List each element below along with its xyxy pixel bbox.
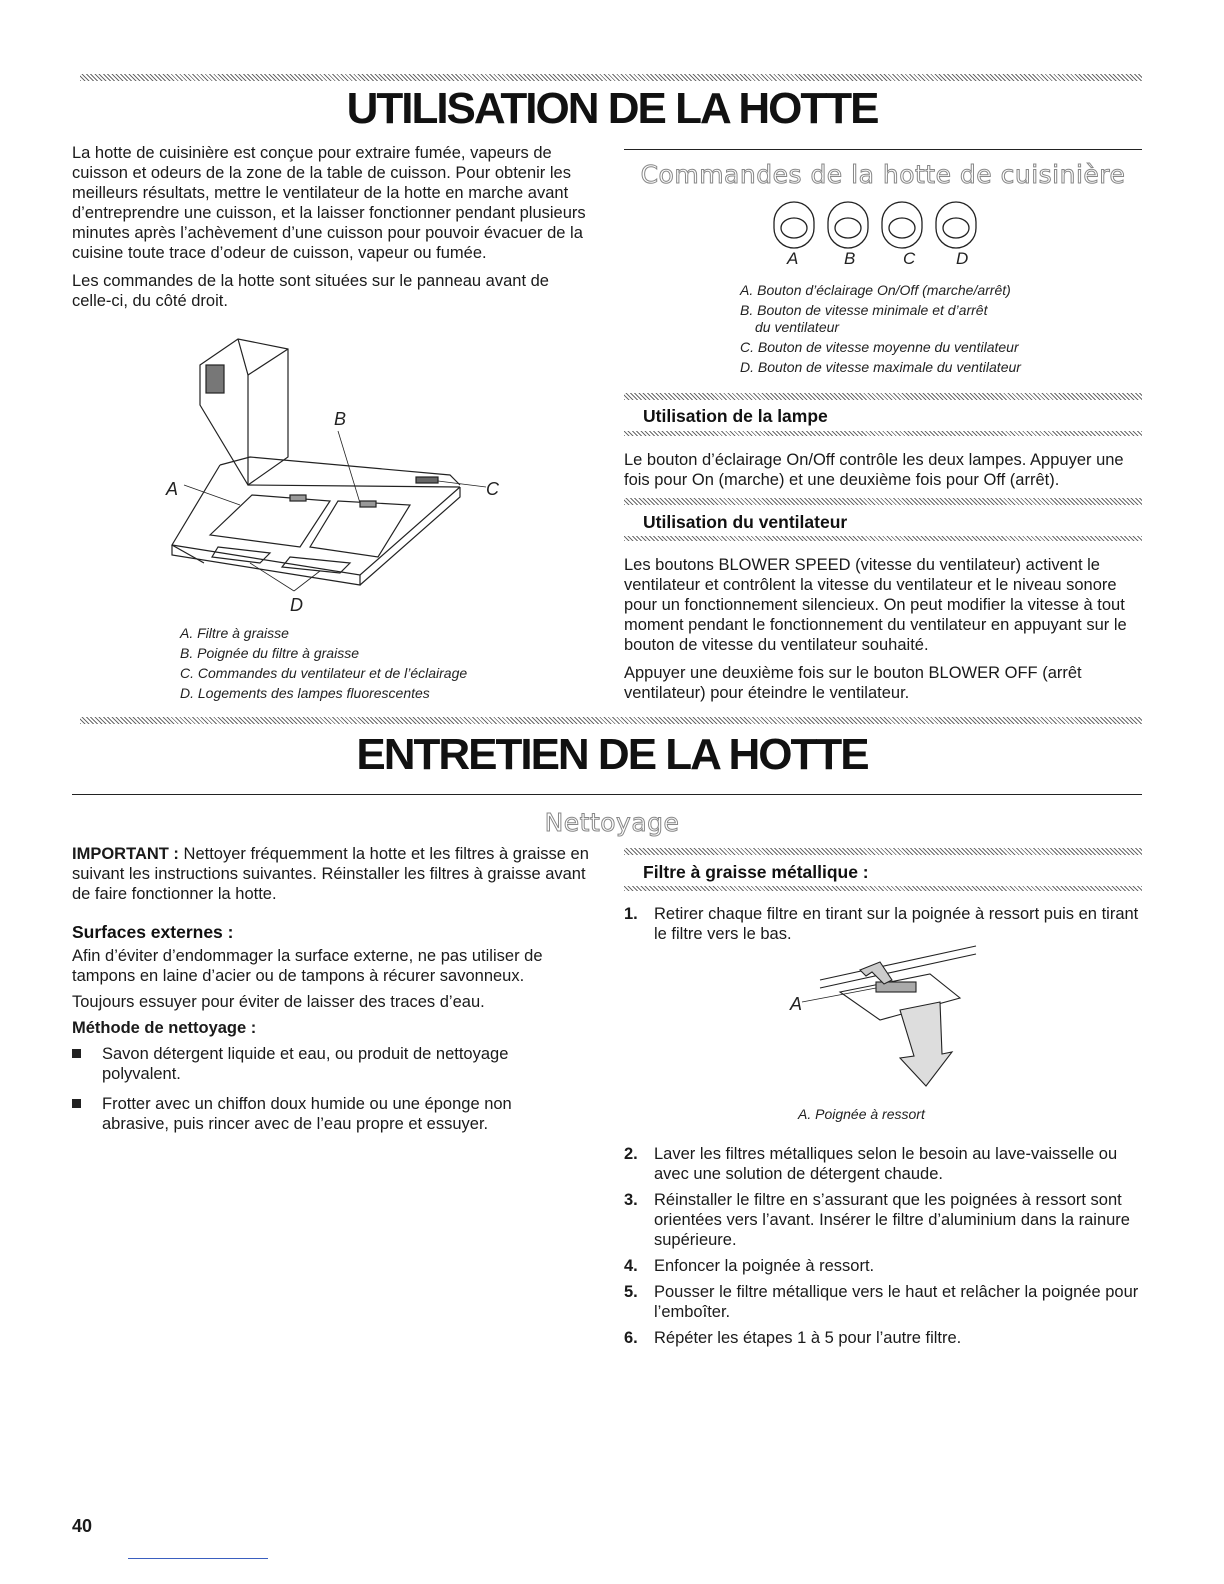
page-number: 40 (72, 1516, 93, 1536)
controls-caption-a: A. Bouton d’éclairage On/Off (marche/arrêt) (740, 282, 1011, 298)
hood-figure (160, 335, 520, 625)
controls-caption-b-cont: du ventilateur (755, 319, 840, 335)
fan-heading: Utilisation du ventilateur (643, 512, 848, 532)
lamp-text: Le bouton d’éclairage On/Off contrôle les deux lampes. Appuyer une fois pour On (marche) et une deuxième fois pour Off (arrêt). (624, 451, 1124, 489)
method-item: Savon détergent liquide et eau, ou produit de nettoyage polyvalent. (72, 1044, 562, 1084)
external-text (72, 946, 592, 1038)
controls-caption-c: C. Bouton de vitesse moyenne du ventilateur (740, 339, 1019, 355)
fan-hatch-top (624, 498, 1142, 505)
section2-hatch-divider (80, 717, 1142, 724)
step-item: 4. Enfoncer la poignée à ressort. (624, 1257, 875, 1275)
important-note (72, 844, 592, 904)
section-title-utilisation: UTILISATION DE LA HOTTE (346, 84, 878, 133)
hood-caption-c: C. Commandes du ventilateur et de l’éclairage (180, 665, 468, 681)
fan-paragraph-1: Les boutons BLOWER SPEED (vitesse du ventilateur) activent le ventilateur et contrôlent la vitesse du ventilateur et le niveau sonore pour un fonctionnement silencieux. On peut modifier la vitesse à tout moment pendant le fonctionnement du ventilateur en appuyant sur le bouton de vitesse du ventilateur souhaité. (624, 556, 1127, 654)
controls-caption-b: B. Bouton de vitesse minimale et d’arrêt (740, 302, 988, 318)
bullet-icon (72, 1099, 81, 1108)
important-label: IMPORTANT : (72, 845, 179, 863)
section-title-entretien: ENTRETIEN DE LA HOTTE (356, 730, 868, 779)
hood-caption-a: A. Filtre à graisse (180, 625, 289, 641)
controls-top-rule (624, 149, 1142, 150)
top-hatch-divider (80, 74, 1142, 81)
external-paragraph-1: Afin d’éviter d’endommager la surface externe, ne pas utiliser de tampons en laine d’acier ou de tampons à récurer savonneux. (72, 947, 543, 985)
fan-paragraph-2: Appuyer une deuxième fois sur le bouton BLOWER OFF (arrêt ventilateur) pour éteindre le ventilateur. (624, 664, 1082, 702)
hood-label-c: C (486, 479, 499, 499)
hood-label-b: B (334, 409, 347, 429)
step-item: 2. Laver les filtres métalliques selon le besoin au lave-vaisselle ou avec une solution de détergent chaude. (624, 1145, 1118, 1183)
fan-hatch-bottom (624, 536, 1142, 541)
knob-letter-d: D (956, 249, 969, 268)
filter-steps-list (624, 1144, 1142, 1354)
filter-removal-figure (780, 940, 1000, 1100)
knob-letter-c: C (903, 249, 916, 268)
intro-text (72, 143, 592, 311)
hood-label-d: D (290, 595, 303, 615)
step-item: 6. Répéter les étapes 1 à 5 pour l’autre filtre. (624, 1329, 962, 1347)
hood-label-a: A (166, 479, 179, 499)
knob-c-icon (882, 202, 922, 248)
important-text: Nettoyer fréquemment la hotte et les filtres à graisse en suivant les instructions suivantes. Réinstaller les filtres à graisse avant de faire fonctionner la hotte. (72, 845, 589, 903)
bullet-icon (72, 1049, 81, 1058)
external-heading: Surfaces externes : (72, 922, 234, 942)
step-item: 3. Réinstaller le filtre en s’assurant que les poignées à ressort sont orientées vers l’avant. Insérer le filtre d’aluminium dans la rainure supérieure. (624, 1191, 1130, 1249)
lamp-hatch-bottom (624, 431, 1142, 436)
filter-removal-illustration (780, 940, 1000, 1100)
section2-top-rule (72, 794, 1142, 795)
knob-a-icon (774, 202, 814, 248)
step-item: 1. Retirer chaque filtre en tirant sur la poignée à ressort puis en tirant le filtre vers le bas. (624, 905, 1139, 943)
method-heading: Méthode de nettoyage : (72, 1019, 257, 1037)
lamp-heading: Utilisation de la lampe (643, 406, 828, 426)
controls-caption-d: D. Bouton de vitesse maximale du ventilateur (740, 359, 1021, 375)
hood-caption-b: B. Poignée du filtre à graisse (180, 645, 359, 661)
knob-letter-b: B (844, 249, 856, 268)
intro-paragraph-2: Les commandes de la hotte sont situées sur le panneau avant de celle-ci, du côté droit. (72, 272, 549, 310)
step-item: 5. Pousser le filtre métallique vers le haut et relâcher la poignée pour l’emboîter. (624, 1283, 1139, 1321)
knob-letter-a: A (787, 249, 799, 268)
footer-link-line (128, 1558, 268, 1559)
method-list (72, 1044, 562, 1144)
controls-captions (740, 282, 1100, 379)
lamp-hatch-top (624, 393, 1142, 400)
metal-filter-heading: Filtre à graisse métallique : (643, 862, 869, 882)
controls-title: Commandes de la hotte de cuisinière (640, 160, 1126, 189)
knob-d-icon (936, 202, 976, 248)
external-paragraph-2: Toujours essuyer pour éviter de laisser des traces d’eau. (72, 993, 485, 1011)
hood-captions (180, 625, 540, 705)
cleaning-title: Nettoyage (544, 808, 680, 837)
fan-text (624, 555, 1142, 703)
intro-paragraph-1: La hotte de cuisinière est conçue pour extraire fumée, vapeurs de cuisson et odeurs de la zone de la table de cuisson. Pour obtenir les meilleurs résultats, mettre le ventilateur de la hotte en marche avant d’entreprendre une cuisson, et la laisser fonctionner pendant plusieurs minutes après l’achèvement d’une cuisson pour pouvoir évacuer de la cuisine toute trace d’odeur de cuisson, vapeur ou fumée. (72, 144, 586, 262)
hood-illustration (160, 335, 520, 625)
method-item: Frotter avec un chiffon doux humide ou une éponge non abrasive, puis rincer avec de l’eau propre et essuyer. (72, 1094, 562, 1134)
filter-figure-caption: A. Poignée à ressort (798, 1106, 925, 1122)
control-knobs (770, 200, 980, 250)
filter-hatch-top (624, 848, 1142, 855)
knob-b-icon (828, 202, 868, 248)
hood-caption-d: D. Logements des lampes fluorescentes (180, 685, 430, 701)
filter-hatch-bottom (624, 886, 1142, 891)
filter-figure-label-a: A (790, 994, 803, 1014)
